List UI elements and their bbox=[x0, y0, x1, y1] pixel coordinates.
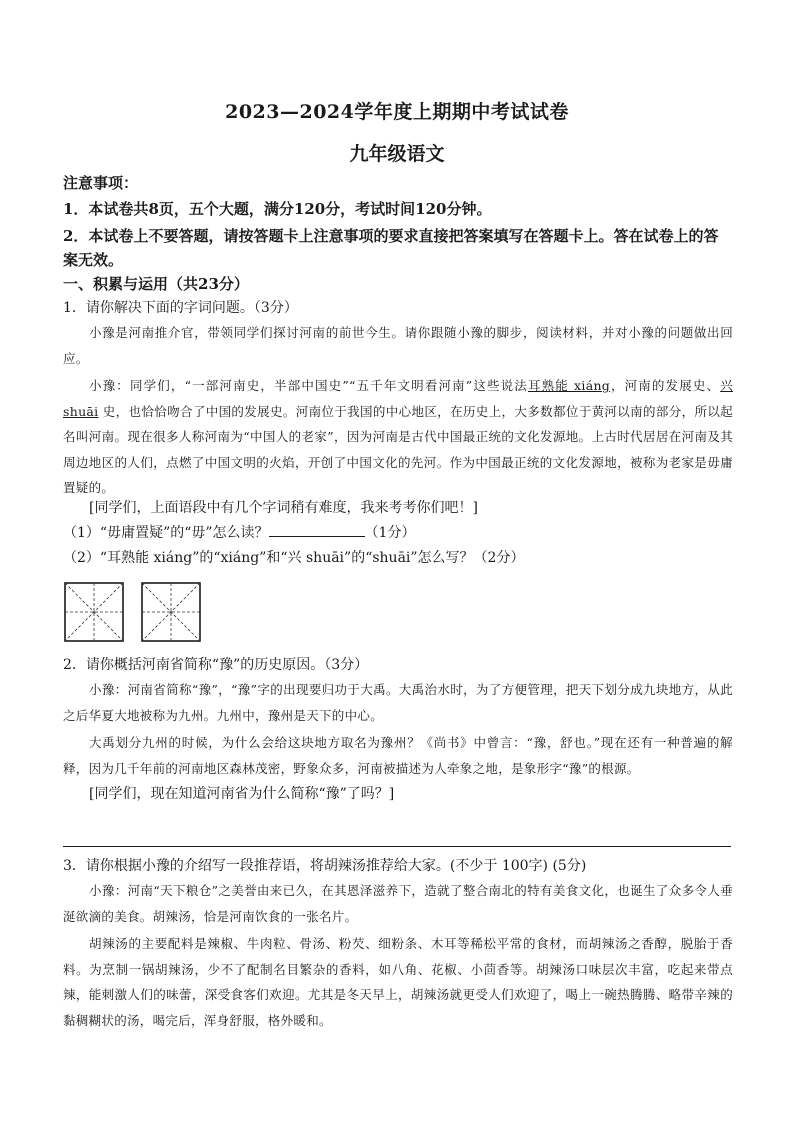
answer-blank[interactable] bbox=[269, 522, 365, 537]
passage-part-rest: 史，也恰恰吻合了中国的发展史。河南位于我国的中心地区，在历史上，大多数都位于黄河以南的部分，所以起名叫河南。现在很多人称河南为“中国人的老家”，因为河南是古代中国最正统的文化发源地。上古时代居居在河南及其周边地区的人们，点燃了中国文明的火焰，开创了中国文化的先河。作为中国最正统的文化发源地，被称为老家是毋庸置疑的。 bbox=[63, 403, 733, 495]
notice-item-2: 2．本试卷上不要答题，请按答题卡上注意事项的要求直接把答案填写在答题卡上。答在试卷上的答案无效。 bbox=[63, 227, 719, 269]
question-1-passage bbox=[63, 373, 733, 501]
question-3-prompt: 3．请你根据小豫的介绍写一段推荐语，将胡辣汤推荐给大家。(不少于 100字) (5分) bbox=[63, 858, 587, 874]
question-2 bbox=[63, 654, 733, 805]
passage-part-mid: ，河南的发展史、 bbox=[610, 378, 721, 393]
notice-item-1: 1．本试卷共8页，五个大题，满分120分，考试时间120分钟。 bbox=[63, 200, 492, 218]
question-1-bracket: [同学们，上面语段中有几个字词稍有难度，我来考考你们吧！] bbox=[89, 500, 478, 516]
question-3-passage-1: 小豫：河南“天下粮仓”之美誉由来已久，在其恩泽滋养下，造就了整合南北的特有美食文化，也诞生了众多令人垂涎欲滴的美食。胡辣汤，恰是河南饮食的一张名片。 bbox=[63, 883, 733, 924]
subquestion-1-text: （1）“毋庸置疑”的“毋”怎么读？ bbox=[63, 525, 269, 541]
subquestion-1-score: （1分） bbox=[364, 525, 416, 541]
passage-part-start: 小豫：同学们，“一部河南史，半部中国史”“五千年文明看河南”这些说法 bbox=[89, 378, 528, 393]
underlined-phrase-2: 兴 shuāi bbox=[63, 378, 734, 419]
subquestion-1 bbox=[63, 522, 733, 544]
question-2-bracket: [同学们，现在知道河南省为什么简称“豫”了吗？] bbox=[89, 786, 395, 802]
notice-section bbox=[63, 172, 733, 272]
writing-grid-1[interactable] bbox=[64, 582, 124, 642]
exam-title: 2023—2024学年度上期期中考试试卷 bbox=[225, 101, 569, 123]
question-1-prompt: 1．请你解决下面的字词问题。（3分） bbox=[63, 300, 298, 316]
question-1 bbox=[63, 297, 733, 501]
question-3 bbox=[63, 855, 733, 1033]
notice-heading: 注意事项： bbox=[63, 174, 139, 192]
section-1-heading: 一、积累与运用（共23分） bbox=[63, 275, 249, 293]
exam-subtitle: 九年级语文 bbox=[349, 143, 445, 165]
question-2-prompt: 2．请你概括河南省简称“豫”的历史原因。（3分） bbox=[63, 657, 369, 673]
section-heading bbox=[63, 273, 733, 295]
question-2-passage-1: 小豫：河南省简称“豫”，“豫”字的出现要归功于大禹。大禹治水时，为了方便管理，把天下划分成九块地方，从此之后华夏大地被称为九州。九州中，豫州是天下的中心。 bbox=[63, 682, 733, 723]
question-1-intro: 小豫是河南推介官，带领同学们探讨河南的前世今生。请你跟随小豫的脚步，阅读材料，并对小豫的问题做出回应。 bbox=[63, 325, 733, 366]
question-2-passage-2: 大禹划分九州的时候，为什么会给这块地方取名为豫州？《尚书》中曾言：“豫，舒也。”现在还有一种普遍的解释，因为几千年前的河南地区森林茂密，野象众多，河南被描述为人牵象之地，是象形字“豫”的根源。 bbox=[63, 735, 733, 776]
underlined-phrase-1: 耳熟能 xiáng bbox=[527, 378, 611, 393]
subquestion-2: （2）“耳熟能 xiáng”的“xiáng”和“兴 shuāi”的“shuāi”怎么写？（2分） bbox=[63, 550, 525, 566]
section-divider bbox=[63, 846, 731, 847]
question-1-subquestions bbox=[63, 497, 733, 569]
writing-grid-2[interactable] bbox=[141, 582, 201, 642]
question-3-passage-2: 胡辣汤的主要配料是辣椒、牛肉粒、骨汤、粉芡、细粉条、木耳等稀松平常的食材，而胡辣汤之香醇，脱胎于香料。为烹制一锅胡辣汤，少不了配制名目繁杂的香料，如八角、花椒、小茴香等。胡辣汤口味层次丰富，吃起来带点辣，能刺激人们的味蕾，深受食客们欢迎。尤其是冬天早上，胡辣汤就更受人们欢迎了，喝上一碗热腾腾、略带辛辣的黏稠糊状的汤，喝完后，浑身舒服，格外暖和。 bbox=[63, 936, 733, 1028]
